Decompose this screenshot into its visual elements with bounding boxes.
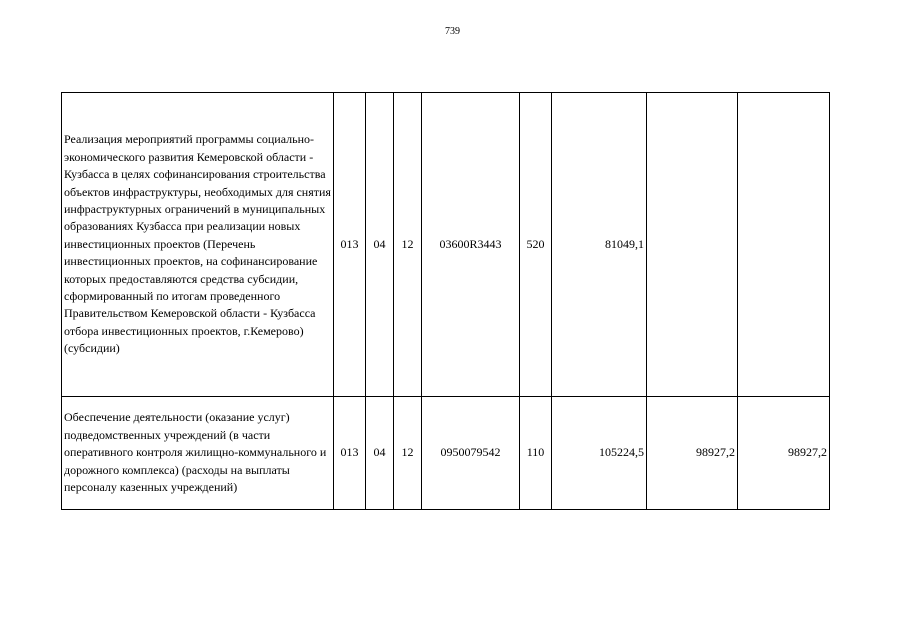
section-code: 04 <box>366 93 394 397</box>
amount-year-3 <box>738 93 830 397</box>
expense-type-code: 520 <box>520 93 552 397</box>
department-code: 013 <box>334 397 366 510</box>
section-code: 04 <box>366 397 394 510</box>
table-row <box>62 397 830 510</box>
amount-year-1: 81049,1 <box>552 93 647 397</box>
page-number: 739 <box>445 26 460 37</box>
subsection-code: 12 <box>394 397 422 510</box>
expense-type-code: 110 <box>520 397 552 510</box>
amount-year-2 <box>647 93 738 397</box>
target-article-code: 03600R3443 <box>422 93 520 397</box>
amount-year-3: 98927,2 <box>738 397 830 510</box>
table-row <box>62 93 830 397</box>
amount-year-1: 105224,5 <box>552 397 647 510</box>
budget-table <box>61 92 830 510</box>
row-description: Обеспечение деятельности (оказание услуг) подведомственных учреждений (в части оперативного контроля жилищно-коммунального и дорожного комплекса) (расходы на выплаты персоналу казенных учреждений) <box>62 397 334 510</box>
row-description: Реализация мероприятий программы социально-экономического развития Кемеровской области - Кузбасса в целях софинансирования строительства объектов инфраструктуры, необходимых для снятия инфраструктурных ограничений в муниципальных образованиях Кузбасса при реализации новых инвестиционных проектов (Перечень инвестиционных проектов, на софинансирование которых предоставляются средства субсидии, сформированный по итогам проведенного Правительством Кемеровской области - Кузбасса отбора инвестиционных проектов, г.Кемерово) (субсидии) <box>62 93 334 397</box>
amount-year-2: 98927,2 <box>647 397 738 510</box>
target-article-code: 0950079542 <box>422 397 520 510</box>
subsection-code: 12 <box>394 93 422 397</box>
department-code: 013 <box>334 93 366 397</box>
